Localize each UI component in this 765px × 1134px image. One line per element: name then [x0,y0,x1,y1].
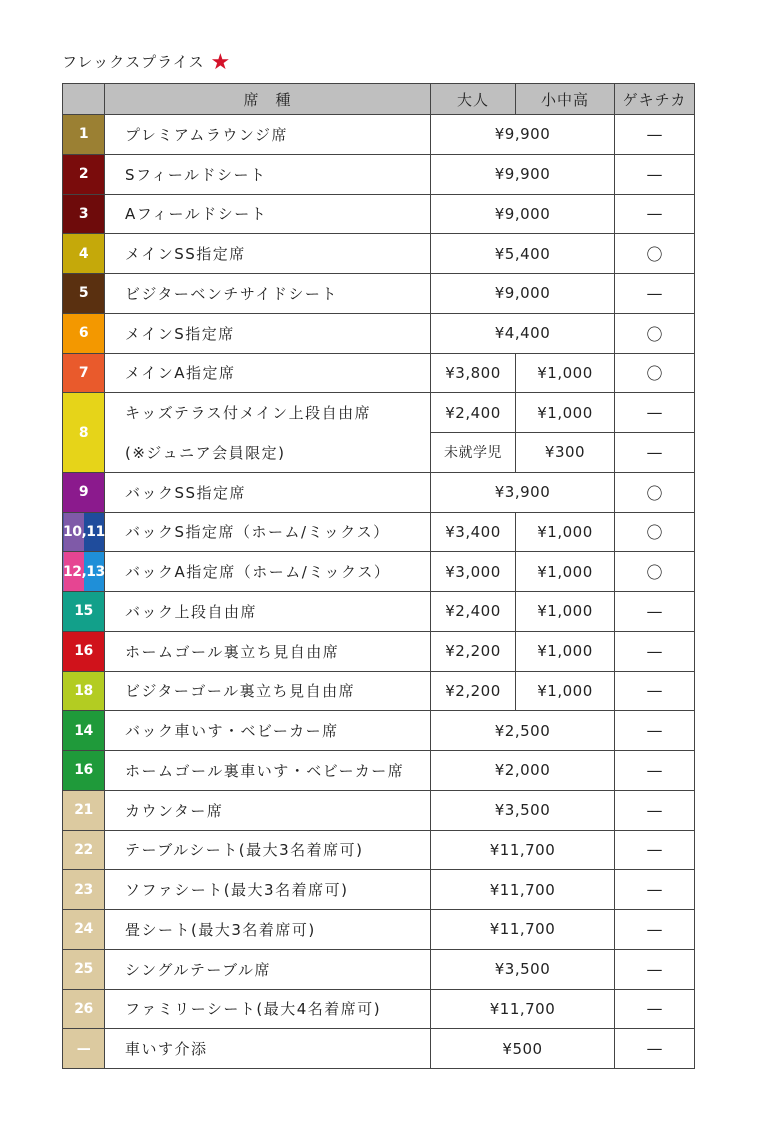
gekichika-mark: — [615,671,695,711]
seat-number-badge: 21 [63,790,105,830]
price-all: ¥11,700 [431,989,615,1029]
gekichika-mark: — [615,910,695,950]
seat-name: Aフィールドシート [105,194,431,234]
seat-number-badge: — [63,1029,105,1069]
header-gekichika: ゲキチカ [615,84,695,115]
table-row [63,592,695,632]
seat-name: ビジターゴール裏立ち見自由席 [105,671,431,711]
seat-name: カウンター席 [105,790,431,830]
table-body [63,115,695,1069]
table-row [63,274,695,314]
seat-number-badge: 22 [63,830,105,870]
gekichika-mark: — [615,1029,695,1069]
price-all: ¥2,500 [431,711,615,751]
seat-number-badge: 4 [63,234,105,274]
seat-number-badge: 16 [63,631,105,671]
table-row [63,631,695,671]
gekichika-mark: — [615,711,695,751]
table-row [63,472,695,512]
header-adult: 大人 [431,84,516,115]
table-row [63,433,695,473]
seat-name: ファミリーシート(最大4名着席可) [105,989,431,1029]
gekichika-mark: — [615,631,695,671]
price-child: ¥1,000 [516,552,615,592]
price-table [62,83,695,1069]
seat-name: プレミアムラウンジ席 [105,115,431,155]
gekichika-mark: 〇 [615,234,695,274]
seat-name: キッズテラス付メイン上段自由席 [105,393,431,433]
table-header [63,84,695,115]
gekichika-mark: — [615,154,695,194]
seat-name: ホームゴール裏立ち見自由席 [105,631,431,671]
seat-number-badge: 5 [63,274,105,314]
gekichika-mark: — [615,830,695,870]
gekichika-mark: — [615,790,695,830]
table-row [63,194,695,234]
seat-number-badge: 23 [63,870,105,910]
price-all: ¥11,700 [431,870,615,910]
seat-number-badge: 3 [63,194,105,234]
price-all: ¥3,500 [431,790,615,830]
price-child: ¥1,000 [516,631,615,671]
table-row [63,512,695,552]
seat-name: ホームゴール裏車いす・ベビーカー席 [105,751,431,791]
price-adult: ¥2,400 [431,393,516,433]
price-adult: ¥3,800 [431,353,516,393]
seat-name: メインS指定席 [105,313,431,353]
price-all: ¥11,700 [431,910,615,950]
seat-name: バックA指定席（ホーム/ミックス） [105,552,431,592]
table-row [63,790,695,830]
price-all: ¥11,700 [431,830,615,870]
price-adult: ¥2,200 [431,631,516,671]
seat-number-badge: 15 [63,592,105,632]
gekichika-mark: 〇 [615,472,695,512]
seat-number-badge: 8 [63,393,105,473]
table-row [63,830,695,870]
table-row [63,393,695,433]
seat-number-badge: 7 [63,353,105,393]
price-all: ¥5,400 [431,234,615,274]
price-adult: ¥3,000 [431,552,516,592]
seat-number-badge: 9 [63,472,105,512]
seat-number-badge: 12,13 [63,552,105,592]
gekichika-mark: 〇 [615,512,695,552]
price-all: ¥9,900 [431,154,615,194]
table-row [63,115,695,155]
price-all: ¥500 [431,1029,615,1069]
table-row [63,989,695,1029]
table-row [63,1029,695,1069]
price-child: ¥1,000 [516,393,615,433]
table-row [63,552,695,592]
seat-name: 畳シート(最大3名着席可) [105,910,431,950]
table-row [63,313,695,353]
price-adult: ¥2,400 [431,592,516,632]
price-child: ¥1,000 [516,353,615,393]
seat-name: バック車いす・ベビーカー席 [105,711,431,751]
gekichika-mark: — [615,870,695,910]
price-all: ¥4,400 [431,313,615,353]
gekichika-mark: — [615,433,695,473]
price-child: ¥1,000 [516,592,615,632]
price-all: ¥9,900 [431,115,615,155]
price-child: ¥1,000 [516,512,615,552]
seat-number-badge: 25 [63,949,105,989]
price-all: ¥9,000 [431,274,615,314]
seat-number-badge: 14 [63,711,105,751]
seat-name-note: (※ジュニア会員限定) [105,433,431,473]
gekichika-mark: 〇 [615,552,695,592]
gekichika-mark: — [615,115,695,155]
page-title: フレックスプライス ★ [62,50,232,75]
seat-name: テーブルシート(最大3名着席可) [105,830,431,870]
price-adult: ¥2,200 [431,671,516,711]
gekichika-mark: 〇 [615,313,695,353]
price-all: ¥3,900 [431,472,615,512]
star-icon: ★ [210,50,232,75]
header-seat: 席 種 [105,84,431,115]
price-adult: 未就学児 [431,433,516,473]
gekichika-mark: — [615,949,695,989]
seat-number-badge: 24 [63,910,105,950]
seat-name: バックS指定席（ホーム/ミックス） [105,512,431,552]
table-row [63,949,695,989]
seat-number-badge: 18 [63,671,105,711]
table-row [63,870,695,910]
table-row [63,751,695,791]
seat-name: バックSS指定席 [105,472,431,512]
table-row [63,353,695,393]
gekichika-mark: — [615,194,695,234]
seat-name: メインA指定席 [105,353,431,393]
seat-name: バック上段自由席 [105,592,431,632]
table-row [63,154,695,194]
gekichika-mark: — [615,274,695,314]
price-child: ¥300 [516,433,615,473]
table-row [63,234,695,274]
table-row [63,910,695,950]
price-adult: ¥3,400 [431,512,516,552]
table-row [63,711,695,751]
table-row [63,671,695,711]
gekichika-mark: 〇 [615,353,695,393]
price-all: ¥2,000 [431,751,615,791]
seat-number-badge: 16 [63,751,105,791]
seat-number-badge: 10,11 [63,512,105,552]
seat-name: ソファシート(最大3名着席可) [105,870,431,910]
seat-number-badge: 1 [63,115,105,155]
seat-name: 車いす介添 [105,1029,431,1069]
price-child: ¥1,000 [516,671,615,711]
price-all: ¥3,500 [431,949,615,989]
seat-name: Sフィールドシート [105,154,431,194]
price-all: ¥9,000 [431,194,615,234]
gekichika-mark: — [615,751,695,791]
seat-name: メインSS指定席 [105,234,431,274]
gekichika-mark: — [615,989,695,1029]
seat-name: ビジターベンチサイドシート [105,274,431,314]
seat-number-badge: 2 [63,154,105,194]
gekichika-mark: — [615,592,695,632]
header-child: 小中高 [516,84,615,115]
header-num [63,84,105,115]
seat-name: シングルテーブル席 [105,949,431,989]
gekichika-mark: — [615,393,695,433]
seat-number-badge: 6 [63,313,105,353]
seat-number-badge: 26 [63,989,105,1029]
